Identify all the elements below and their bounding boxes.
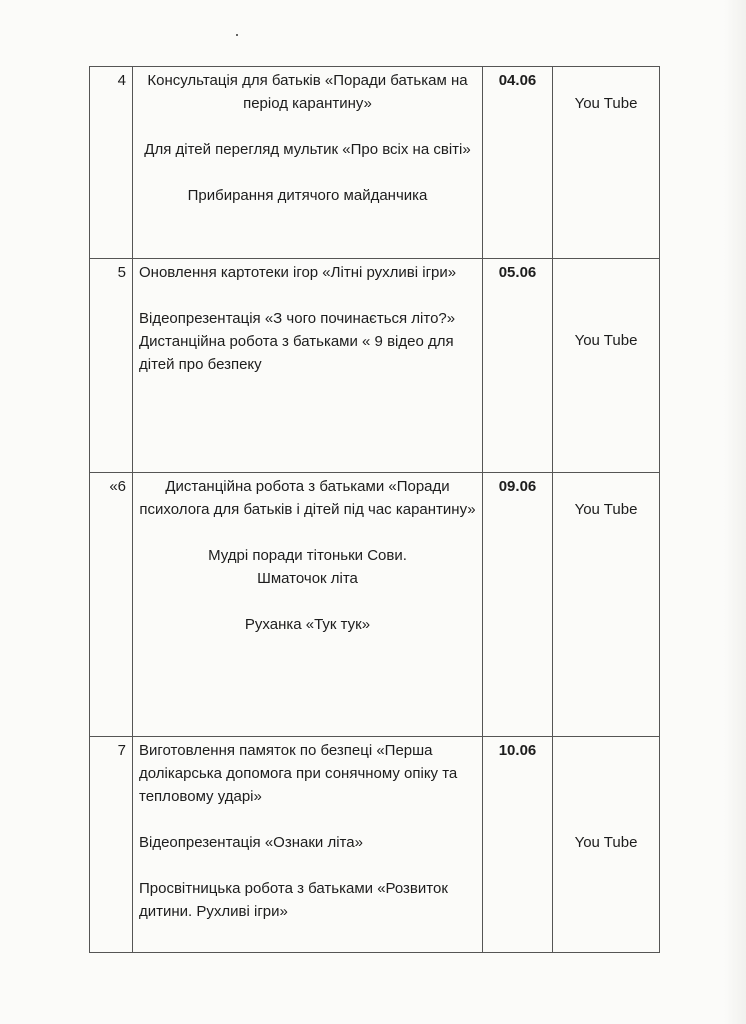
date-cell: 10.06 [483, 737, 553, 953]
activity-paragraph: Руханка «Тук тук» [244, 616, 371, 633]
activity-paragraph: Дистанційна робота з батьками « 9 відео для дітей про безпеку [139, 333, 454, 373]
activity-cell [133, 259, 483, 473]
platform-label: You Tube [574, 95, 638, 112]
page-edge [724, 0, 746, 1024]
activity-paragraph: Виготовлення памяток по безпеці «Перша долікарська допомога при сонячному опіку та тепловому ударі» [139, 742, 458, 805]
activity-paragraph: Відеопрезентація «Ознаки літа» [139, 834, 363, 851]
date-cell: 09.06 [483, 473, 553, 737]
platform-label: You Tube [574, 332, 638, 349]
date-cell: 04.06 [483, 67, 553, 259]
row-number: «6 [90, 473, 133, 737]
row-number: 7 [90, 737, 133, 953]
activity-paragraph: Мудрі поради тітоньки Сови. Шматочок літа [208, 547, 407, 587]
activity-cell [133, 473, 483, 737]
activity-paragraph: Просвітницька робота з батьками «Розвиток дитини. Рухливі ігри» [139, 880, 448, 920]
table-row [90, 67, 660, 259]
activity-cell [133, 737, 483, 953]
platform-cell [553, 737, 660, 953]
activity-paragraph: Дистанційна робота з батьками «Поради психолога для батьків і дітей під час карантину» [139, 478, 476, 518]
row-number: 4 [90, 67, 133, 259]
row-number: 5 [90, 259, 133, 473]
table-row [90, 259, 660, 473]
activity-paragraph: Прибирання дитячого майданчика [187, 187, 428, 204]
platform-label: You Tube [574, 501, 638, 518]
activity-paragraph: Відеопрезентація «З чого починається літо?» [139, 310, 456, 327]
platform-cell [553, 67, 660, 259]
date-cell: 05.06 [483, 259, 553, 473]
activity-paragraph: Для дітей перегляд мультик «Про всіх на світі» [144, 141, 471, 158]
activity-table [89, 66, 660, 953]
platform-label: You Tube [574, 834, 638, 851]
activity-paragraph: Оновлення картотеки ігор «Літні рухливі ігри» [139, 264, 457, 281]
speck [236, 34, 238, 36]
table-row [90, 473, 660, 737]
platform-cell [553, 473, 660, 737]
table-row [90, 737, 660, 953]
platform-cell [553, 259, 660, 473]
activity-paragraph: Консультація для батьків «Поради батькам на період карантину» [147, 72, 468, 112]
activity-cell [133, 67, 483, 259]
